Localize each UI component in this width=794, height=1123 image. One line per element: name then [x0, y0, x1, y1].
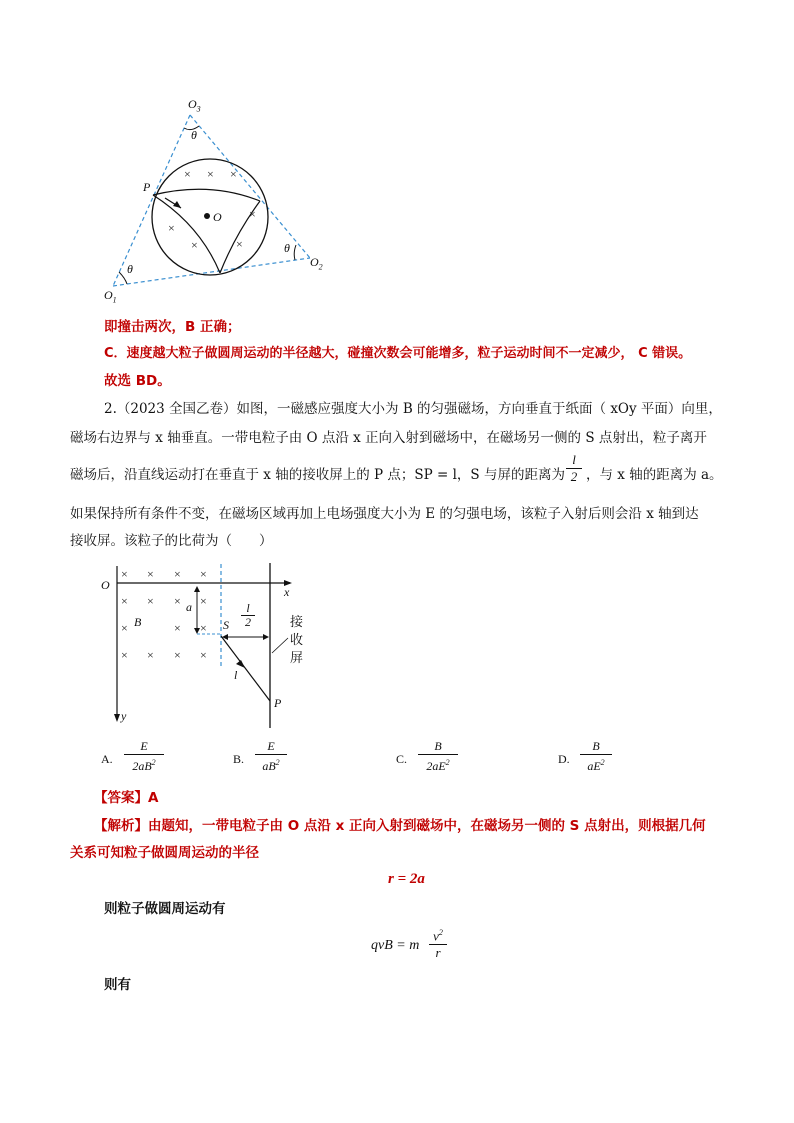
label-o2: $O_2$: [310, 255, 323, 272]
question-line-3b: ，与 x 轴的距离为 a。: [586, 467, 723, 483]
field-cross: ×: [200, 621, 207, 635]
label-origin: O: [101, 578, 110, 592]
field-cross: ×: [236, 237, 243, 251]
field-cross: ×: [207, 167, 214, 181]
field-cross: ×: [174, 567, 181, 581]
field-cross: ×: [174, 594, 181, 608]
analysis-label: 【解析】: [94, 818, 148, 834]
label-p: P: [143, 180, 151, 194]
trajectory-s-to-p: [221, 636, 270, 701]
question-line-3a: 磁场后，沿直线运动打在垂直于 x 轴的接收屏上的 P 点；SP = l，S 与屏的距离为: [70, 467, 565, 483]
analysis-line-3: 则粒子做圆周运动有: [104, 901, 226, 917]
question-fraction: $\frac{l}{2}$: [566, 452, 582, 485]
field-cross: ×: [168, 221, 175, 235]
field-cross: ×: [147, 594, 154, 608]
label-o-center: O: [213, 210, 222, 224]
field-cross: ×: [200, 594, 207, 608]
field-cross: ×: [200, 567, 207, 581]
field-cross: ×: [191, 238, 198, 252]
question-line-2: 磁场右边界与 x 轴垂直。一带电粒子由 O 点沿 x 正向入射到磁场中，在磁场另一侧的 S 点射出，粒子离开: [70, 430, 707, 446]
label-p2: P: [274, 696, 282, 710]
figure-triangle-circle: [95, 95, 335, 310]
label-x-axis: x: [284, 585, 290, 599]
solution-line-c: C．速度越大粒子做圆周运动的半径越大，碰撞次数会可能增多，粒子运动时间不一定减少， C 错误。: [104, 346, 692, 361]
field-cross: ×: [121, 567, 128, 581]
label-theta-right: θ: [284, 241, 290, 255]
angle-arc-right: [294, 245, 296, 260]
field-cross: ×: [200, 648, 207, 662]
center-dot: [204, 213, 210, 219]
y-axis-arrow: [114, 714, 120, 722]
label-b: B: [134, 615, 142, 629]
answer-label: 【答案】A: [94, 790, 159, 806]
label-half-l: $\frac{l}{2}$: [241, 602, 255, 629]
label-y-axis: y: [121, 709, 127, 723]
field-cross: ×: [249, 207, 256, 221]
solution-line-b: 即撞击两次，B 正确；: [104, 319, 241, 335]
question-line-4: 如果保持所有条件不变，在磁场区域再加上电场强度大小为 E 的匀强电场，该粒子入射后则会沿 x 轴到达: [70, 506, 699, 522]
field-cross: ×: [147, 648, 154, 662]
label-theta-top: θ: [191, 128, 197, 142]
label-o1: $O_1$: [104, 288, 117, 305]
field-cross: ×: [174, 648, 181, 662]
analysis-line-4: 则有: [104, 977, 131, 993]
field-cross: ×: [121, 648, 128, 662]
field-cross: ×: [121, 621, 128, 635]
dashed-triangle: [113, 115, 310, 286]
field-cross: ×: [174, 621, 181, 635]
solution-line-choice: 故选 BD。: [104, 373, 171, 389]
field-cross: ×: [121, 594, 128, 608]
label-screen-2: 收: [290, 633, 304, 648]
label-s: S: [223, 618, 229, 632]
question-line-1: 2.（2023 全国乙卷）如图，一磁感应强度大小为 B 的匀强磁场，方向垂直于纸面（ xOy 平面）向里，: [104, 401, 722, 417]
label-o3: $O_3$: [188, 97, 201, 114]
field-cross: ×: [230, 167, 237, 181]
label-theta-left: θ: [127, 262, 133, 276]
equation-radius: r = 2a: [388, 871, 425, 887]
field-cross: ×: [147, 567, 154, 581]
label-a: a: [186, 600, 192, 614]
question-line-5: 接收屏。该粒子的比荷为（ ）: [70, 533, 273, 549]
angle-arc-left: [119, 272, 127, 284]
label-screen-3: 屏: [290, 651, 304, 666]
analysis-line-2: 关系可知粒子做圆周运动的半径: [70, 845, 259, 861]
label-screen-1: 接: [290, 615, 304, 630]
field-cross: ×: [184, 167, 191, 181]
analysis-line-1: 【解析】由题知，一带电粒子由 O 点沿 x 正向入射到磁场中，在磁场另一侧的 S 点射出，则根据几何: [94, 818, 706, 834]
label-l: l: [234, 668, 238, 682]
